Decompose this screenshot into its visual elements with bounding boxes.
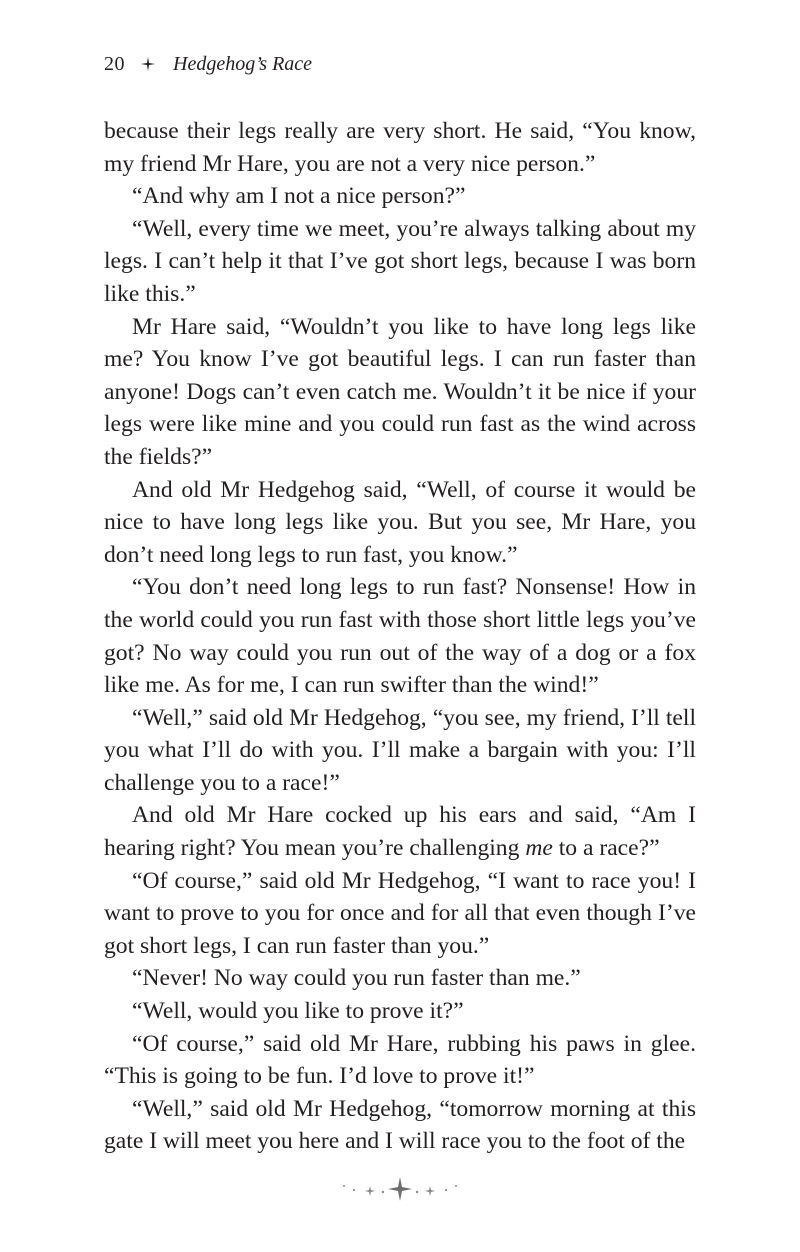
paragraph: “Well,” said old Mr Hedgehog, “you see, my friend, I’ll tell you what I’ll do with you. I’ll make a bargain with you: I’ll challenge you to a race!” xyxy=(104,704,696,796)
paragraph-text: to a race?” xyxy=(552,835,660,862)
paragraph: “Of course,” said old Mr Hare, rubbing his paws in glee. “This is going to be fun. I’d love to prove it!” xyxy=(104,1030,696,1090)
paragraph: “Well, every time we meet, you’re always talking about my legs. I can’t help it that I’ve got short legs, because I was born like this.” xyxy=(104,215,696,307)
star-icon xyxy=(141,57,155,71)
paragraph xyxy=(104,799,696,864)
body-text xyxy=(104,115,696,1158)
running-header xyxy=(104,48,312,80)
paragraph: “And why am I not a nice person?” xyxy=(132,183,466,210)
running-title: Hedgehog’s Race xyxy=(173,52,313,75)
paragraph: because their legs really are very short. He said, “You know, my friend Mr Hare, you are not a very nice person.” xyxy=(104,118,696,177)
paragraph: “Of course,” said old Mr Hedgehog, “I want to race you! I want to prove to you for once and for all that even though I’ve got short legs, I can run faster than you.” xyxy=(104,867,696,959)
paragraph: “Well,” said old Mr Hedgehog, “tomorrow morning at this gate I will meet you here and I will race you to the foot of the xyxy=(104,1095,696,1155)
emphasized-word: me xyxy=(525,835,553,862)
paragraph: And old Mr Hedgehog said, “Well, of course it would be nice to have long legs like you. But you see, Mr Hare, you don’t need long legs to run fast, you know.” xyxy=(104,476,696,568)
paragraph: “You don’t need long legs to run fast? Nonsense! How in the world could you run fast with those short little legs you’ve got? No way could you run out of the way of a dog or a fox like me. As for me, I can run swifter than the wind!” xyxy=(104,574,696,699)
sparkle-ornament-icon xyxy=(338,1174,462,1202)
page-number: 20 xyxy=(104,52,125,75)
paragraph: “Never! No way could you run faster than me.” xyxy=(132,965,581,992)
paragraph: “Well, would you like to prove it?” xyxy=(132,998,464,1025)
paragraph: Mr Hare said, “Wouldn’t you like to have long legs like me? You know I’ve got beautiful legs. I can run faster than anyone! Dogs can’t even catch me. Wouldn’t it be nice if your legs were like mine and you could run fast as the wind across the fields?” xyxy=(104,313,696,470)
paragraph-text: And old Mr Hare cocked up his ears and said, “Am I hearing right? You mean you’re challenging xyxy=(104,802,696,862)
